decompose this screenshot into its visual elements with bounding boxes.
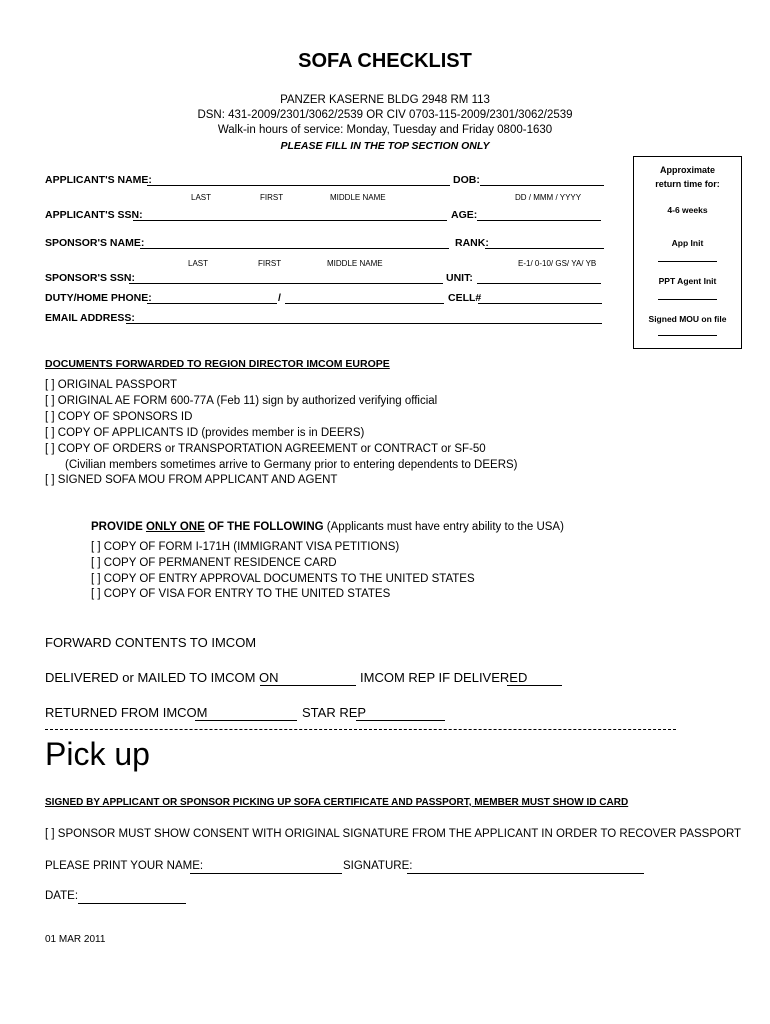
phone-label: DUTY/HOME PHONE: [45,292,152,304]
doc-item[interactable]: [ ] ORIGINAL PASSPORT [45,379,178,391]
pickup-title: Pick up [45,736,150,772]
delivered-label: DELIVERED or MAILED TO IMCOM ON [45,670,279,685]
email-field[interactable] [126,323,602,324]
provide-heading: PROVIDE ONLY ONE OF THE FOLLOWING (Applicants must have entry ability to the USA) [91,521,564,533]
print-name-label: PLEASE PRINT YOUR NAME: [45,860,204,872]
ppt-agent-init-field[interactable] [658,299,717,300]
cut-line-divider [45,729,676,730]
consent-item[interactable]: [ ] SPONSOR MUST SHOW CONSENT WITH ORIGINAL SIGNATURE FROM THE APPLICANT IN ORDER TO RECOVER PASSPORT [45,828,742,840]
app-init-label: App Init [671,238,704,248]
return-box-subtitle: return time for: [655,179,720,189]
applicant-name-field[interactable] [147,185,450,186]
cell-field[interactable] [478,303,602,304]
imcom-rep-field[interactable] [507,685,562,686]
rank-field[interactable] [485,248,604,249]
age-label: AGE: [451,209,478,221]
cell-label: CELL# [448,292,482,304]
office-address: PANZER KASERNE BLDG 2948 RM 113 [280,94,490,106]
app-init-field[interactable] [658,261,717,262]
office-hours: Walk-in hours of service: Monday, Tuesday and Friday 0800-1630 [217,124,553,136]
star-rep-label: STAR REP [302,705,367,720]
applicant-name-label: APPLICANT'S NAME: [45,174,152,186]
first-sublabel: FIRST [258,259,282,268]
doc-item[interactable]: [ ] ORIGINAL AE FORM 600-77A (Feb 11) sign by authorized verifying official [45,395,438,407]
page-title: SOFA CHECKLIST [298,50,472,72]
age-field[interactable] [477,220,601,221]
returned-date-field[interactable] [195,720,297,721]
ppt-agent-init-label: PPT Agent Init [658,276,717,286]
sponsor-ssn-label: SPONSOR'S SSN: [45,272,136,284]
sponsor-ssn-field[interactable] [129,283,443,284]
unit-label: UNIT: [446,272,473,284]
return-weeks: 4-6 weeks [667,205,708,215]
provide-item[interactable]: [ ] COPY OF VISA FOR ENTRY TO THE UNITED STATES [91,588,391,600]
print-name-field[interactable] [190,873,342,874]
imcom-rep-label: IMCOM REP IF DELIVERED [360,670,528,685]
returned-label: RETURNED FROM IMCOM [45,705,208,720]
provide-item[interactable]: [ ] COPY OF ENTRY APPROVAL DOCUMENTS TO THE UNITED STATES [91,573,475,585]
office-phones: DSN: 431-2009/2301/3062/2539 OR CIV 0703-115-2009/2301/3062/2539 [197,109,573,121]
documents-heading: DOCUMENTS FORWARDED TO REGION DIRECTOR IMCOM EUROPE [45,358,390,370]
dob-label: DOB: [453,174,480,186]
first-sublabel: FIRST [260,193,284,202]
provide-item[interactable]: [ ] COPY OF PERMANENT RESIDENCE CARD [91,557,337,569]
star-rep-field[interactable] [356,720,445,721]
doc-item[interactable]: [ ] SIGNED SOFA MOU FROM APPLICANT AND AGENT [45,474,338,486]
home-phone-field[interactable] [147,303,277,304]
doc-item[interactable]: [ ] COPY OF ORDERS or TRANSPORTATION AGREEMENT or CONTRACT or SF-50 [45,443,486,455]
return-time-box [633,156,742,349]
email-label: EMAIL ADDRESS: [45,312,135,324]
fill-instruction: PLEASE FILL IN THE TOP SECTION ONLY [280,140,490,152]
signed-mou-label: Signed MOU on file [648,314,727,324]
doc-item[interactable]: [ ] COPY OF SPONSORS ID [45,411,193,423]
signature-field[interactable] [407,873,644,874]
signature-label: SIGNATURE: [343,860,413,872]
applicant-ssn-label: APPLICANT'S SSN: [45,209,143,221]
delivered-date-field[interactable] [260,685,356,686]
last-sublabel: LAST [188,259,209,268]
pickup-heading: SIGNED BY APPLICANT OR SPONSOR PICKING UP SOFA CERTIFICATE AND PASSPORT, MEMBER MUST SHOW ID CARD [45,797,629,808]
middle-sublabel: MIDDLE NAME [330,193,386,202]
date-field[interactable] [78,903,186,904]
applicant-ssn-field[interactable] [133,220,447,221]
last-sublabel: LAST [191,193,212,202]
sponsor-name-label: SPONSOR'S NAME: [45,237,145,249]
unit-field[interactable] [477,283,601,284]
provide-item[interactable]: [ ] COPY OF FORM I-171H (IMMIGRANT VISA PETITIONS) [91,541,400,553]
revision-date: 01 MAR 2011 [45,934,106,945]
return-box-title: Approximate [659,165,715,175]
signed-mou-field[interactable] [658,335,717,336]
date-label: DATE: [45,890,79,902]
dob-field[interactable] [480,185,604,186]
sponsor-name-field[interactable] [140,248,449,249]
middle-sublabel: MIDDLE NAME [327,259,383,268]
phone-separator: / [278,292,281,304]
doc-item-note: (Civilian members sometimes arrive to Germany prior to entering dependents to DEERS) [65,459,518,471]
doc-item[interactable]: [ ] COPY OF APPLICANTS ID (provides member is in DEERS) [45,427,365,439]
rank-label: RANK: [455,237,489,249]
duty-phone-field[interactable] [285,303,444,304]
forward-contents-text: FORWARD CONTENTS TO IMCOM [45,635,257,650]
rank-options-hint: E-1/ 0-10/ GS/ YA/ YB [518,259,597,268]
dob-format-hint: DD / MMM / YYYY [515,193,582,202]
